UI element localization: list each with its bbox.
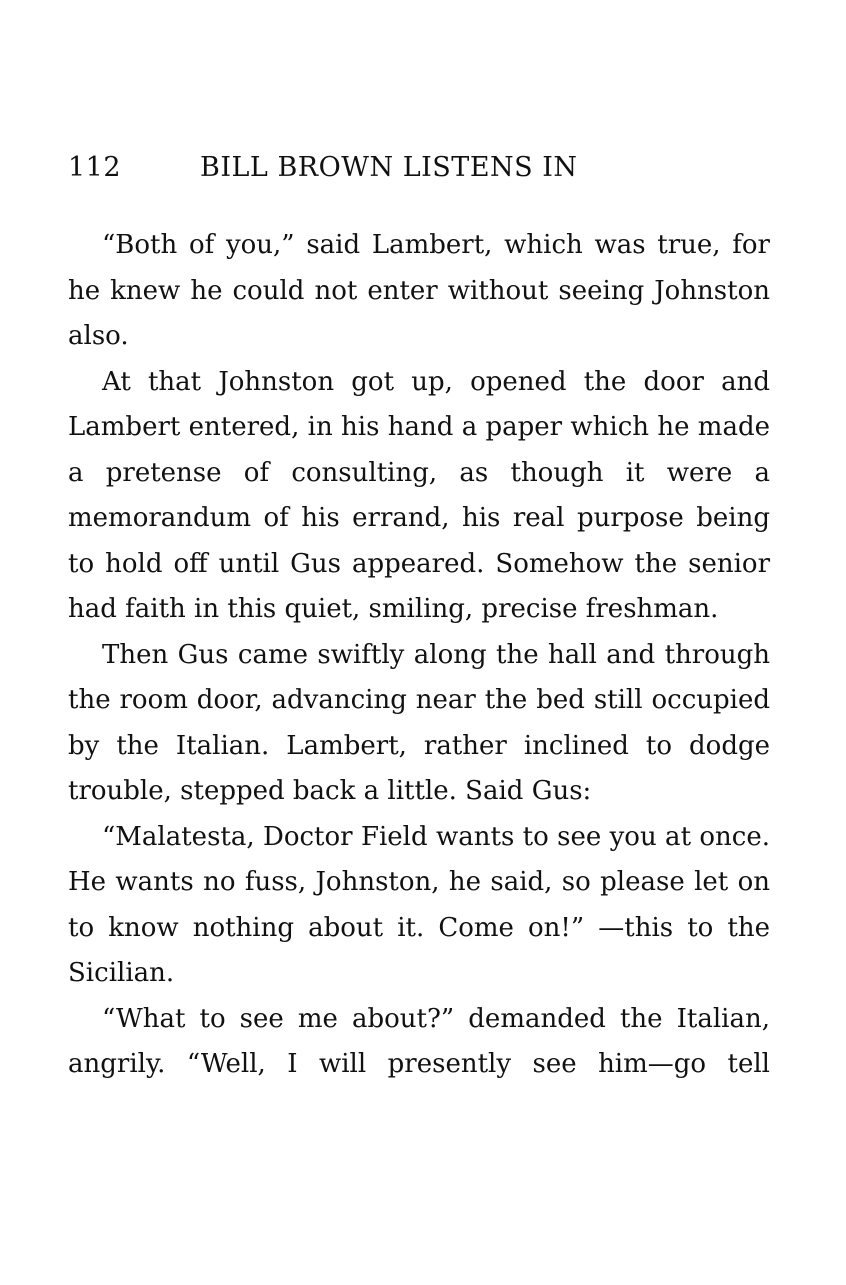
page-number: 112 — [68, 152, 122, 183]
running-title: BILL BROWN LISTENS IN — [200, 152, 578, 183]
body-text — [68, 223, 770, 1088]
paragraph: “What to see me about?” demanded the Italian, angrily. “Well, I will presently see him—go tell — [68, 1003, 770, 1079]
paragraph: “Both of you,” said Lambert, which was true, for he knew he could not enter without seeing Johnston also. — [68, 230, 770, 351]
paragraph: At that Johnston got up, opened the door and Lambert entered, in his hand a paper which he made a pretense of consulting, as though it were a memorandum of his errand, his real purpose being to hold off until Gus appeared. Somehow the senior had faith in this quiet, smiling, precise freshman. — [68, 366, 770, 624]
paragraph: Then Gus came swiftly along the hall and through the room door, advancing near the bed still occupied by the Italian. Lambert, rather inclined to dodge trouble, stepped back a little. Said Gus: — [68, 639, 770, 806]
page-header — [68, 150, 770, 186]
paragraph: “Malatesta, Doctor Field wants to see you at once. He wants no fuss, Johnston, he said, so please let on to know nothing about it. Come on!” —this to the Sicilian. — [68, 821, 770, 988]
